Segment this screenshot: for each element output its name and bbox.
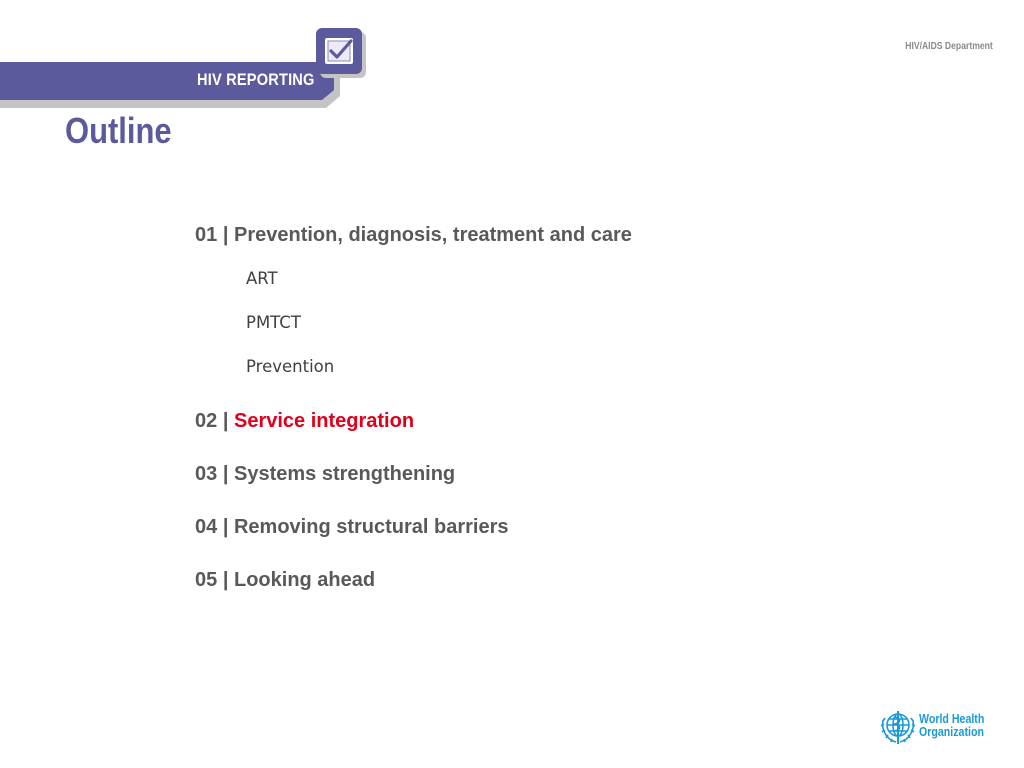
who-logo [879, 707, 994, 747]
who-wordmark: World Health Organization [919, 712, 985, 739]
banner-label: HIV REPORTING [197, 70, 315, 89]
outline-subitem-pmtct: PMTCT [246, 313, 301, 332]
outline-subitem-art: ART [246, 269, 278, 288]
outline-section-01: 01 | Prevention, diagnosis, treatment and care [195, 224, 632, 246]
outline-section-05: 05 | Looking ahead [195, 569, 376, 591]
outline-section-02: 02 | Service integration [195, 410, 415, 432]
outline-section-03: 03 | Systems strengthening [195, 463, 456, 485]
highlighted-section-label: Service integration [233, 410, 415, 432]
department-label: HIV/AIDS Department [905, 40, 993, 52]
who-emblem-icon [879, 708, 917, 746]
outline-section-04: 04 | Removing structural barriers [195, 516, 509, 538]
page-title: Outline [65, 110, 172, 151]
outline-subitem-prevention: Prevention [246, 357, 335, 376]
hiv-reporting-banner [0, 28, 370, 108]
